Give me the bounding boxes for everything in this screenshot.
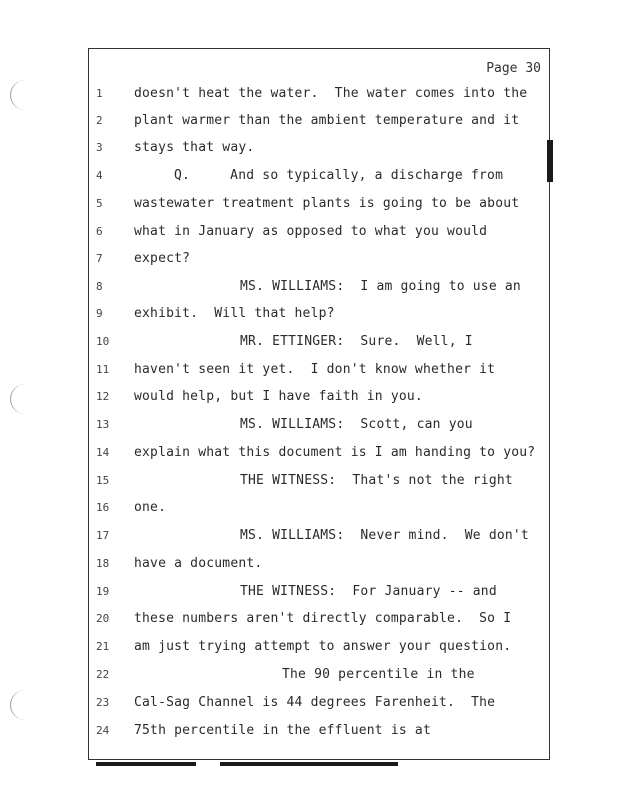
line-number: 4 [96,169,103,182]
line-number: 21 [96,640,110,653]
bottom-rule-right [220,762,398,766]
transcript-line [0,526,622,546]
bottom-rule-left [96,762,196,766]
line-text: what in January as opposed to what you would [134,224,488,239]
line-number: 15 [96,474,110,487]
line-text: expect? [134,251,191,266]
line-text: stays that way. [134,140,255,155]
line-number: 2 [96,114,103,127]
line-text: THE WITNESS: That's not the right [240,473,513,488]
transcript-line [0,277,622,297]
line-number: 7 [96,252,103,265]
transcript-line [0,360,622,380]
line-number: 9 [96,307,103,320]
line-text: plant warmer than the ambient temperature and it [134,113,520,128]
transcript-line [0,443,622,463]
line-number: 12 [96,390,110,403]
line-number: 6 [96,225,103,238]
transcript-line [0,582,622,602]
transcript-line [0,304,622,324]
line-text: THE WITNESS: For January -- and [240,584,497,599]
line-number: 8 [96,280,103,293]
page-number: Page 30 [486,61,541,76]
transcript-line [0,249,622,269]
line-number: 22 [96,668,110,681]
line-number: 5 [96,197,103,210]
transcript-line [0,471,622,491]
line-number: 3 [96,141,103,154]
line-text: exhibit. Will that help? [134,306,335,321]
line-text: explain what this document is I am handing to you? [134,445,536,460]
transcript-line [0,693,622,713]
line-number: 18 [96,557,110,570]
line-number: 1 [96,87,103,100]
line-text: haven't seen it yet. I don't know whether it [134,362,496,377]
transcript-line [0,554,622,574]
line-text: one. [134,500,167,515]
line-text: would help, but I have faith in you. [134,389,423,404]
transcript-line [0,222,622,242]
line-text: 75th percentile in the effluent is at [134,723,431,738]
line-number: 14 [96,446,110,459]
transcript-line [0,84,622,104]
line-number: 19 [96,585,110,598]
line-number: 13 [96,418,110,431]
line-number: 10 [96,335,110,348]
transcript-line [0,111,622,131]
transcript-line [0,138,622,158]
transcript-line [0,665,622,685]
line-text: Cal-Sag Channel is 44 degrees Farenheit. The [134,695,496,710]
line-number: 16 [96,501,110,514]
line-number: 23 [96,696,110,709]
line-text: Q. And so typically, a discharge from [174,168,504,183]
transcript-line [0,415,622,435]
transcript-line [0,637,622,657]
line-number: 11 [96,363,110,376]
line-text: MS. WILLIAMS: Scott, can you [240,417,473,432]
transcript-line [0,609,622,629]
transcript-line [0,498,622,518]
line-text: have a document. [134,556,263,571]
line-text: wastewater treatment plants is going to be about [134,196,520,211]
transcript-line [0,194,622,214]
transcript-line [0,387,622,407]
transcript-line [0,721,622,741]
line-text: doesn't heat the water. The water comes into the [134,86,528,101]
line-number: 17 [96,529,110,542]
transcript-line [0,332,622,352]
line-text: am just trying attempt to answer your question. [134,639,512,654]
line-text: these numbers aren't directly comparable. So I [134,611,512,626]
line-number: 24 [96,724,110,737]
line-number: 20 [96,612,110,625]
line-text: MS. WILLIAMS: I am going to use an [240,279,521,294]
line-text: MS. WILLIAMS: Never mind. We don't [240,528,529,543]
line-text: The 90 percentile in the [282,667,475,682]
transcript-line [0,166,622,186]
line-text: MR. ETTINGER: Sure. Well, I [240,334,473,349]
